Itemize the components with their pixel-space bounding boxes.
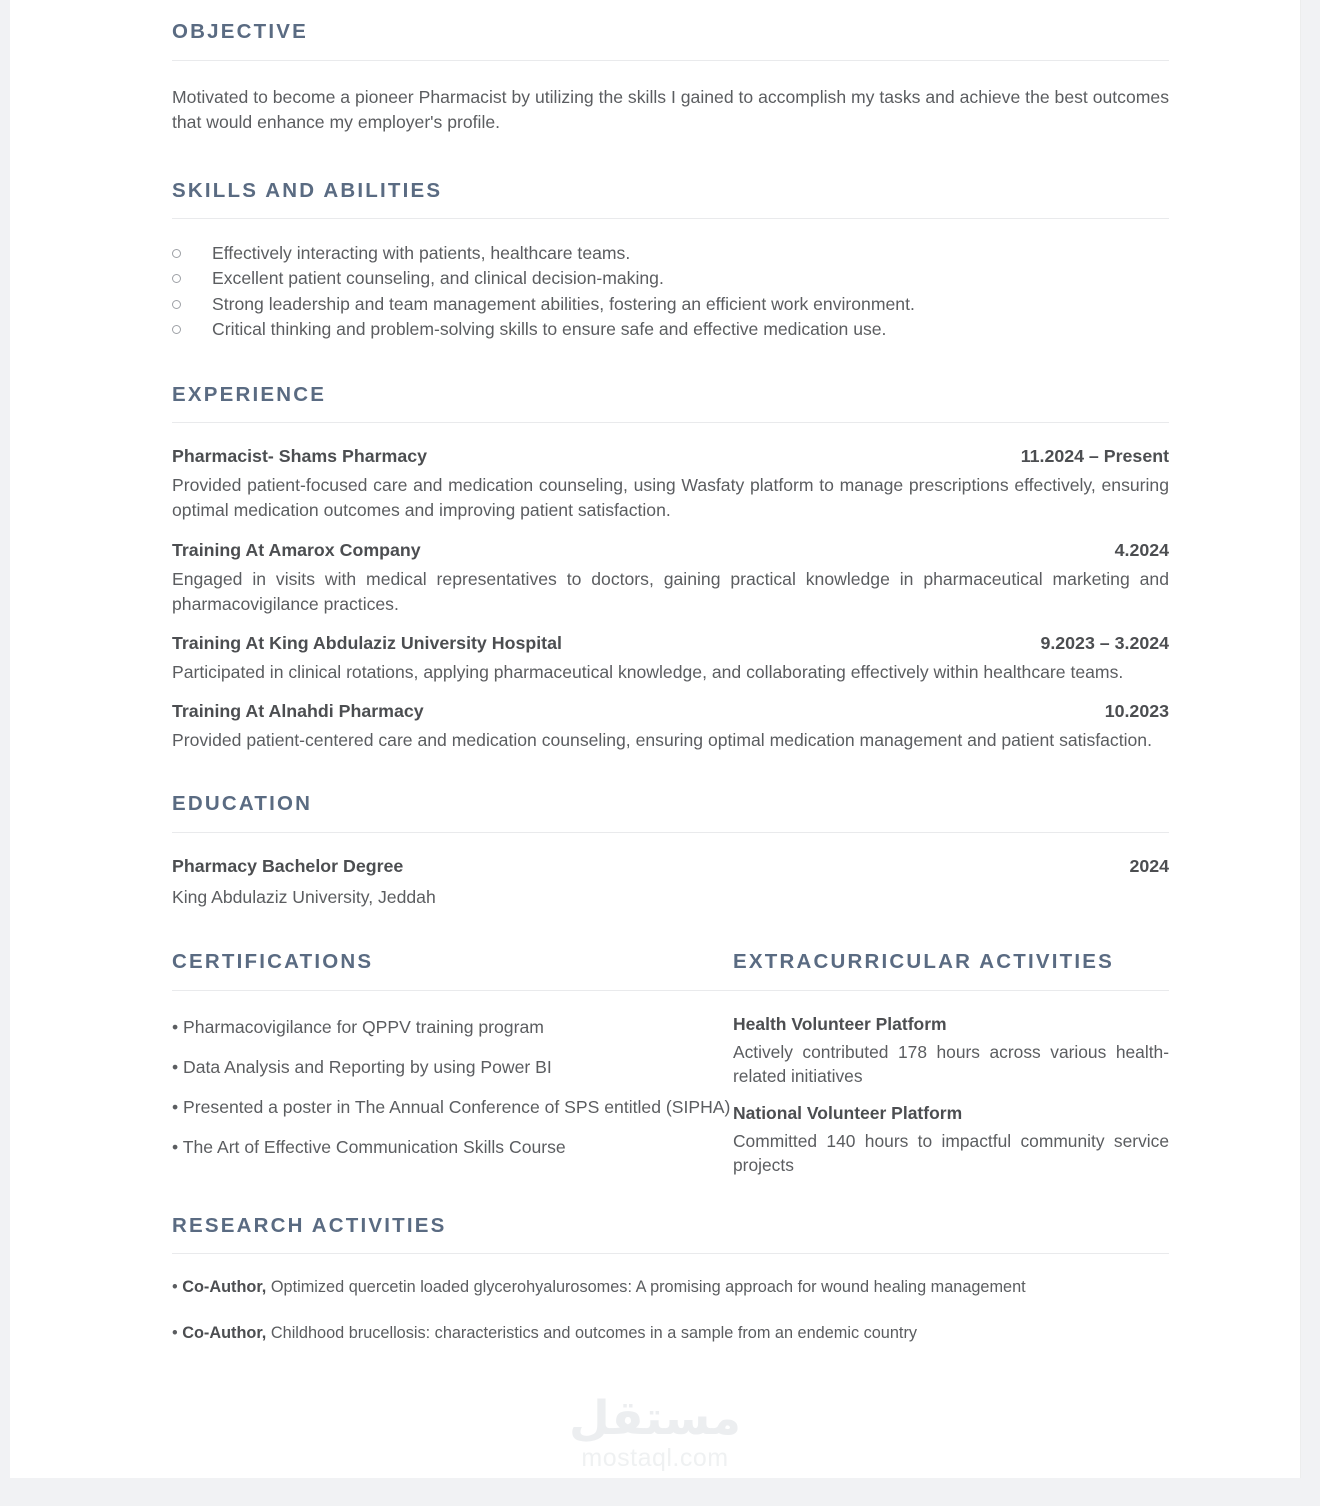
list-item	[172, 1276, 1170, 1298]
research-list	[172, 1276, 1170, 1344]
watermark-latin: mostaql.com	[581, 1444, 729, 1472]
section-skills	[172, 178, 1170, 343]
activity-title: National Volunteer Platform	[733, 1102, 963, 1123]
list-item	[172, 241, 1170, 266]
experience-entry	[172, 540, 1170, 617]
two-column-headings	[172, 952, 1169, 973]
list-item	[172, 292, 1170, 317]
extracurricular-column	[733, 1014, 1169, 1178]
circle-bullet-icon	[172, 274, 181, 283]
activity-entry	[733, 1103, 1169, 1178]
job-title: Training At Amarox Company	[172, 539, 421, 560]
degree-year: 2024	[1129, 855, 1169, 876]
list-item: • Data Analysis and Reporting by using Power BI	[172, 1056, 552, 1077]
job-date: 11.2024 – Present	[1020, 446, 1169, 467]
watermark-arabic: مستقل	[569, 1391, 741, 1446]
two-column-body	[172, 1014, 1169, 1178]
list-item	[172, 1322, 1170, 1344]
divider-research	[172, 1253, 1169, 1254]
circle-bullet-icon	[172, 300, 181, 309]
activity-description: Committed 140 hours to impactful community service projects	[733, 1130, 1169, 1176]
research-title: Optimized quercetin loaded glycerohyalurosomes: A promising approach for wound healing management	[270, 1278, 1026, 1297]
list-item: • Presented a poster in The Annual Conference of SPS entitled (SIPHA)	[172, 1096, 731, 1117]
job-title: Pharmacist- Shams Pharmacy	[172, 446, 427, 467]
skill-text: Effectively interacting with patients, healthcare teams.	[212, 243, 631, 263]
bullet-icon: •	[172, 1278, 178, 1297]
experience-entry	[172, 446, 1170, 523]
experience-entry	[172, 633, 1170, 685]
skill-text: Strong leadership and team management abilities, fostering an efficient work environment.	[212, 293, 915, 314]
institution-name: King Abdulaziz University, Jeddah	[172, 886, 436, 907]
skill-text: Excellent patient counseling, and clinical decision-making.	[212, 268, 664, 289]
experience-header	[172, 446, 1169, 467]
job-description: Provided patient-centered care and medication counseling, ensuring optimal medication management and patient satisfaction.	[172, 730, 1152, 751]
section-heading-certifications: CERTIFICATIONS	[172, 950, 374, 974]
resume-page	[10, 0, 1301, 1478]
job-description: Engaged in visits with medical representatives to doctors, gaining practical knowledge in pharmaceutical marketing and pharmacovigilance practices.	[172, 568, 1169, 614]
education-header	[172, 856, 1169, 877]
section-heading-education: EDUCATION	[172, 792, 313, 816]
skill-text: Critical thinking and problem-solving skills to ensure safe and effective medication use.	[212, 319, 887, 340]
certifications-column	[172, 1014, 733, 1178]
watermark	[10, 1391, 1300, 1473]
section-heading-experience: EXPERIENCE	[172, 382, 327, 406]
section-research	[172, 1213, 1170, 1345]
activity-description: Actively contributed 178 hours across various health-related initiatives	[733, 1041, 1169, 1087]
section-heading-objective: OBJECTIVE	[172, 20, 308, 43]
section-objective	[172, 0, 1170, 136]
list-item: • Pharmacovigilance for QPPV training program	[172, 1016, 544, 1037]
experience-entry	[172, 701, 1170, 753]
divider-skills	[172, 218, 1169, 219]
job-date: 10.2023	[1104, 701, 1169, 722]
experience-header	[172, 633, 1169, 654]
section-two-column	[172, 952, 1170, 1178]
divider-two-column	[172, 990, 1169, 991]
bullet-icon: •	[172, 1324, 178, 1343]
job-date: 4.2024	[1114, 539, 1169, 560]
activity-title: Health Volunteer Platform	[733, 1013, 947, 1034]
certifications-list	[172, 1014, 733, 1161]
job-description: Provided patient-focused care and medication counseling, using Wasfaty platform to manage prescriptions effectively, ensuring optimal medication outcomes and improving patient satisfaction.	[172, 475, 1169, 521]
circle-bullet-icon	[172, 249, 181, 258]
section-heading-skills: SKILLS AND ABILITIES	[172, 178, 443, 202]
divider-experience	[172, 422, 1169, 423]
objective-text: Motivated to become a pioneer Pharmacist by utilizing the skills I gained to accomplish my tasks and achieve the best outcomes that would enhance my employer's profile.	[172, 86, 1169, 132]
section-education	[172, 794, 1170, 910]
job-description: Participated in clinical rotations, applying pharmaceutical knowledge, and collaborating effectively within healthcare teams.	[172, 661, 1124, 682]
divider-objective	[172, 60, 1169, 61]
job-date: 9.2023 – 3.2024	[1040, 632, 1169, 653]
research-role: Co-Author,	[182, 1278, 267, 1297]
section-experience	[172, 382, 1170, 754]
section-heading-extracurricular: EXTRACURRICULAR ACTIVITIES	[733, 950, 1115, 974]
job-title: Training At King Abdulaziz University Hospital	[172, 632, 562, 653]
divider-education	[172, 832, 1169, 833]
research-role: Co-Author,	[182, 1324, 267, 1343]
experience-header	[172, 540, 1169, 561]
circle-bullet-icon	[172, 325, 181, 334]
list-item	[172, 266, 1170, 291]
activity-entry	[733, 1014, 1169, 1089]
list-item	[172, 317, 1170, 342]
degree-title: Pharmacy Bachelor Degree	[172, 855, 404, 876]
list-item: • The Art of Effective Communication Skills Course	[172, 1136, 566, 1157]
certifications-heading-wrap	[172, 952, 733, 973]
skills-list	[172, 241, 1170, 343]
extracurricular-heading-wrap	[733, 952, 1169, 973]
experience-header	[172, 701, 1169, 722]
section-heading-research: RESEARCH ACTIVITIES	[172, 1213, 447, 1237]
job-title: Training At Alnahdi Pharmacy	[172, 701, 424, 722]
resume-content	[10, 0, 1300, 1344]
research-title: Childhood brucellosis: characteristics and outcomes in a sample from an endemic country	[270, 1324, 918, 1343]
